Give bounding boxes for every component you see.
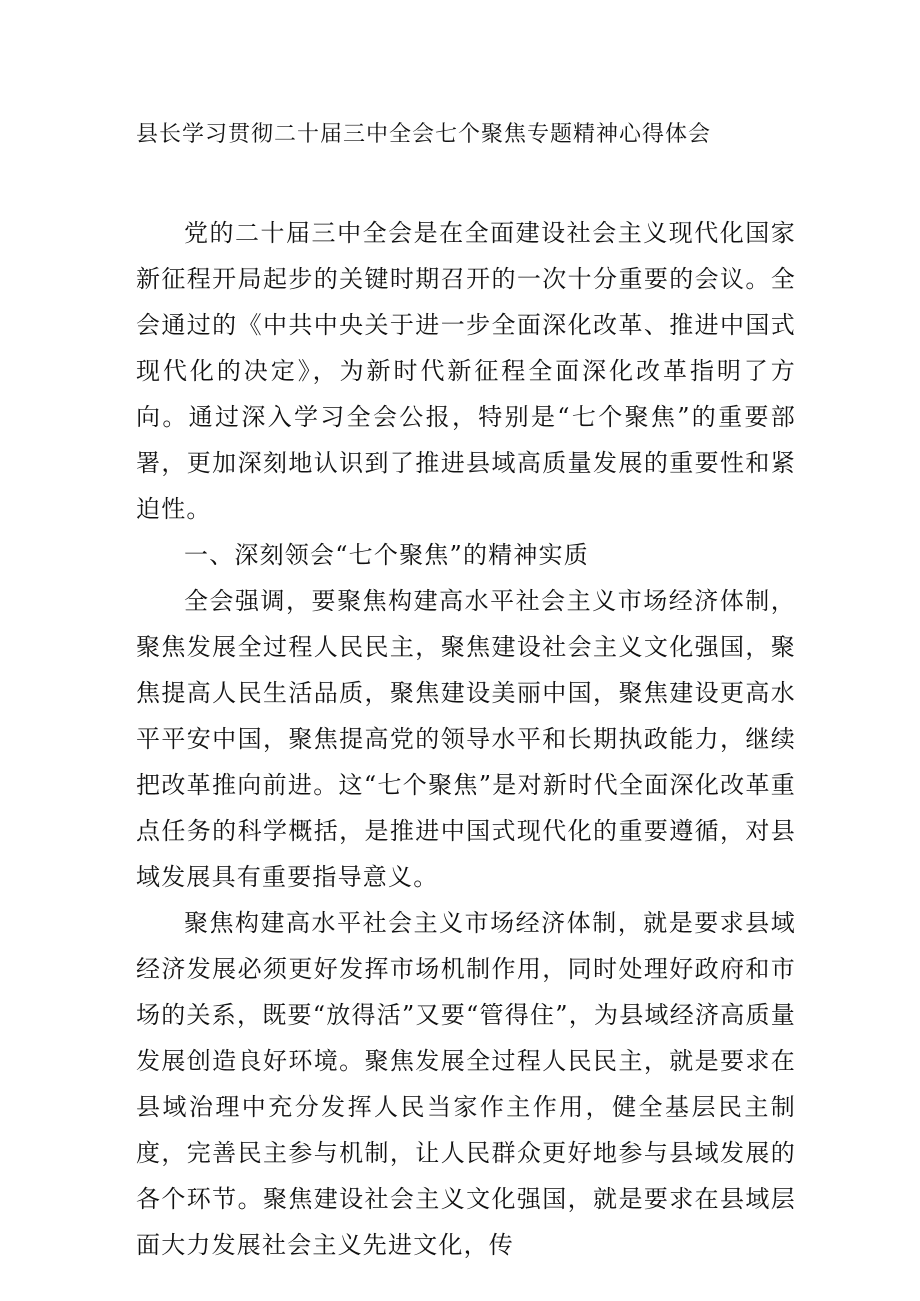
document-title: 县长学习贯彻二十届三中全会七个聚焦专题精神心得体会: [136, 122, 712, 147]
section-paragraph-2: 聚焦构建高水平社会主义市场经济体制，就是要求县域经济发展必须更好发挥市场机制作用，同时处理好政府和市场的关系，既要“放得活”又要“管得住”，为县域经济高质量发展创造良好环境。聚焦发展全过程人民民主，就是要求在县域治理中充分发挥人民当家作主作用，健全基层民主制度，完善民主参与机制，让人民群众更好地参与县域发展的各个环节。聚焦建设社会主义文化强国，就是要求在县域层面大力发展社会主义先进文化，传: [136, 909, 796, 1259]
section-heading: 一、深刻领会“七个聚焦”的精神实质: [184, 541, 589, 569]
intro-paragraph: 党的二十届三中全会是在全面建设社会主义现代化国家新征程开局起步的关键时期召开的一次十分重要的会议。全会通过的《中共中央关于进一步全面深化改革、推进中国式现代化的决定》，为新时代新征程全面深化改革指明了方向。通过深入学习全会公报，特别是“七个聚焦”的重要部署，更加深刻地认识到了推进县域高质量发展的重要性和紧迫性。: [136, 219, 796, 523]
document-body: [136, 210, 796, 1268]
section-paragraph-1: 全会强调，要聚焦构建高水平社会主义市场经济体制，聚焦发展全过程人民民主，聚焦建设社会主义文化强国，聚焦提高人民生活品质，聚焦建设美丽中国，聚焦建设更高水平平安中国，聚焦提高党的领导水平和长期执政能力，继续把改革推向前进。这“七个聚焦”是对新时代全面深化改革重点任务的科学概括，是推进中国式现代化的重要遵循，对县域发展具有重要指导意义。: [136, 587, 796, 891]
